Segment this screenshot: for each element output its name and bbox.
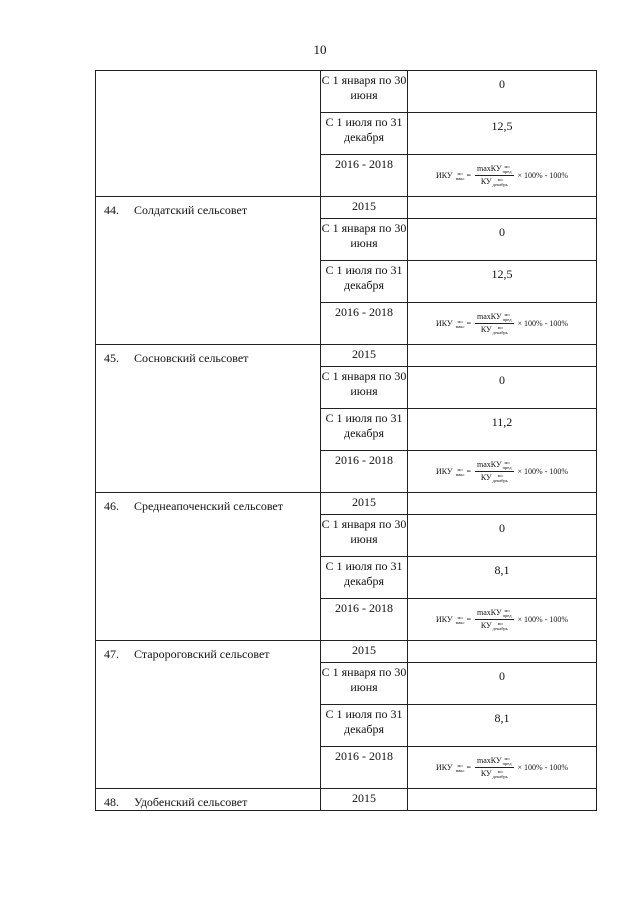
period-cell: С 1 июля по 31 декабря: [321, 261, 408, 303]
settlement-name-cell: 47. Старороговский сельсовет: [96, 641, 321, 789]
year-cell: 2015: [321, 493, 408, 515]
value-cell: 8,1: [408, 557, 597, 599]
period-cell: С 1 июля по 31 декабря: [321, 409, 408, 451]
value-cell: 0: [408, 663, 597, 705]
value-cell: [408, 641, 597, 663]
formula-cell: [408, 303, 597, 345]
settlement-name-cell: 44. Солдатский сельсовет: [96, 197, 321, 345]
period-cell: 2016 - 2018: [321, 155, 408, 197]
value-cell: 11,2: [408, 409, 597, 451]
table-row: [96, 71, 597, 113]
value-cell: [408, 197, 597, 219]
year-cell: 2015: [321, 789, 408, 811]
formula: ИКУ мо макс = maxКУ мо пред КУ мо декабрь × 100% - 100%: [435, 163, 569, 188]
period-cell: С 1 января по 30 июня: [321, 219, 408, 261]
settlement-name-cell: 48. Удобенский сельсовет: [96, 789, 321, 811]
formula: ИКУ мо макс = maxКУ мо пред КУ мо декабрь × 100% - 100%: [435, 459, 569, 484]
period-cell: С 1 июля по 31 декабря: [321, 113, 408, 155]
table-row: [96, 197, 597, 219]
value-cell: [408, 345, 597, 367]
period-cell: С 1 января по 30 июня: [321, 367, 408, 409]
value-cell: 8,1: [408, 705, 597, 747]
value-cell: 12,5: [408, 261, 597, 303]
tariff-table: [95, 70, 597, 811]
table-row: [96, 345, 597, 367]
table-row: [96, 789, 597, 811]
value-cell: [408, 789, 597, 811]
period-cell: 2016 - 2018: [321, 747, 408, 789]
year-cell: 2015: [321, 641, 408, 663]
value-cell: [408, 493, 597, 515]
value-cell: 12,5: [408, 113, 597, 155]
value-cell: 0: [408, 219, 597, 261]
table-row: [96, 641, 597, 663]
formula: ИКУ мо макс = maxКУ мо пред КУ мо декабрь × 100% - 100%: [435, 311, 569, 336]
settlement-name-cell: 45. Сосновский сельсовет: [96, 345, 321, 493]
value-cell: 0: [408, 367, 597, 409]
year-cell: 2015: [321, 197, 408, 219]
settlement-name-cell: 46. Среднеапоченский сельсовет: [96, 493, 321, 641]
period-cell: 2016 - 2018: [321, 451, 408, 493]
value-cell: 0: [408, 515, 597, 557]
period-cell: С 1 января по 30 июня: [321, 515, 408, 557]
formula-cell: [408, 155, 597, 197]
year-cell: 2015: [321, 345, 408, 367]
formula: ИКУ мо макс = maxКУ мо пред КУ мо декабрь × 100% - 100%: [435, 755, 569, 780]
table-row: [96, 493, 597, 515]
value-cell: 0: [408, 71, 597, 113]
formula-cell: [408, 599, 597, 641]
period-cell: С 1 июля по 31 декабря: [321, 705, 408, 747]
formula: ИКУ мо макс = maxКУ мо пред КУ мо декабрь × 100% - 100%: [435, 607, 569, 632]
period-cell: С 1 июля по 31 декабря: [321, 557, 408, 599]
formula-cell: [408, 451, 597, 493]
formula-cell: [408, 747, 597, 789]
period-cell: 2016 - 2018: [321, 303, 408, 345]
period-cell: С 1 января по 30 июня: [321, 71, 408, 113]
name-cell-empty: [96, 71, 321, 197]
period-cell: С 1 января по 30 июня: [321, 663, 408, 705]
period-cell: 2016 - 2018: [321, 599, 408, 641]
page-number: 10: [313, 42, 327, 57]
